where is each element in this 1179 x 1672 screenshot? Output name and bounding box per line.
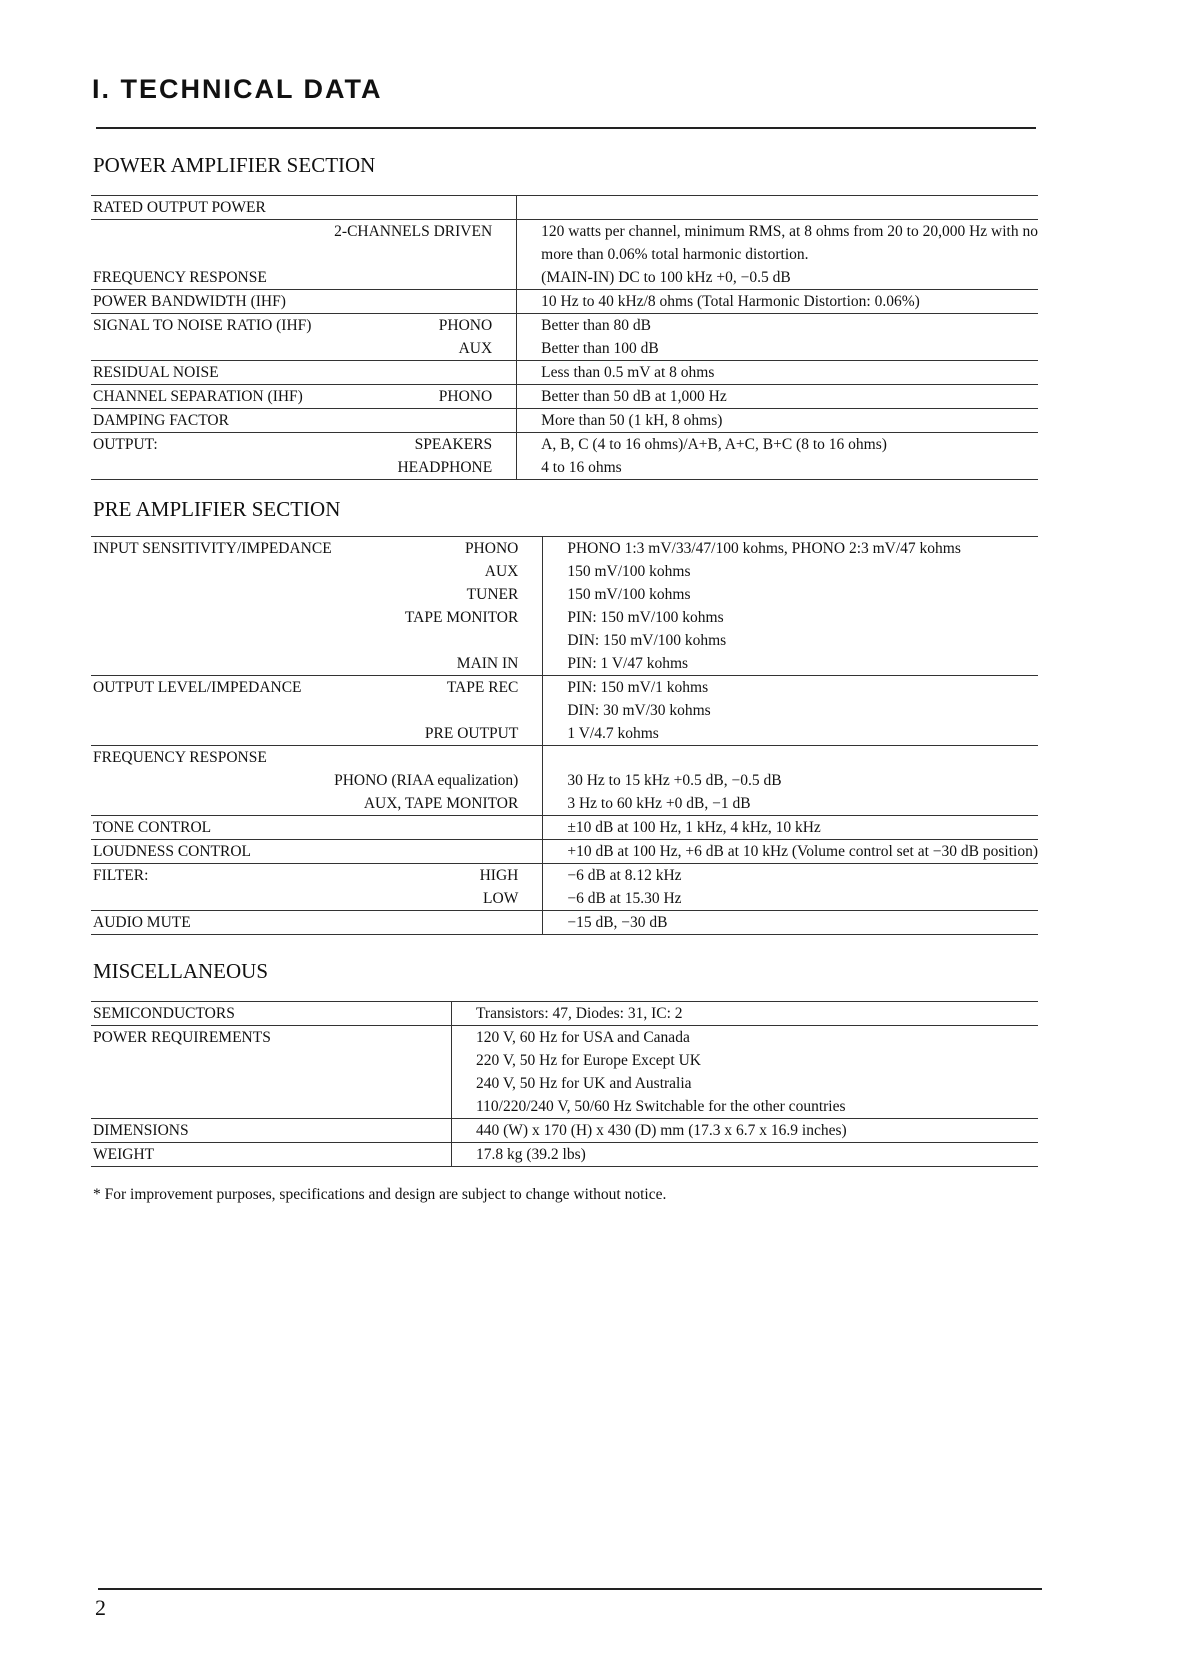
spec-sublabel <box>350 1095 452 1119</box>
spec-sublabel <box>334 911 543 935</box>
power-amplifier-spec-table <box>91 195 1038 480</box>
spec-label <box>91 1049 350 1072</box>
spec-row <box>91 699 1038 722</box>
spec-sublabel <box>334 266 517 290</box>
spec-sublabel: LOW <box>483 890 519 907</box>
spec-value <box>543 746 1038 770</box>
spec-label: FREQUENCY RESPONSE <box>93 269 267 286</box>
spec-label: FREQUENCY RESPONSE <box>91 746 334 770</box>
spec-row <box>91 864 1038 888</box>
spec-label <box>91 337 334 361</box>
spec-sublabel <box>334 629 543 652</box>
spec-value: (MAIN-IN) DC to 100 kHz +0, −0.5 dB <box>517 266 1038 290</box>
spec-label <box>91 560 334 583</box>
spec-row <box>91 409 1038 433</box>
spec-sublabel <box>350 1119 452 1143</box>
spec-sublabel: MAIN IN <box>456 655 519 672</box>
spec-value: Better than 100 dB <box>517 337 1038 361</box>
spec-sublabel: 2-CHANNELS DRIVEN <box>334 220 517 244</box>
spec-label: FILTER: <box>91 864 334 888</box>
spec-sublabel: AUX, TAPE MONITOR <box>363 795 519 812</box>
spec-value: PIN: 150 mV/100 kohms <box>543 606 1038 629</box>
spec-sublabel <box>334 290 517 314</box>
spec-label <box>91 583 334 606</box>
spec-value: Transistors: 47, Diodes: 31, IC: 2 <box>452 1002 1039 1026</box>
spec-sublabel: AUX <box>484 563 519 580</box>
spec-sublabel <box>350 1026 452 1050</box>
spec-row <box>91 537 1038 561</box>
spec-label: AUDIO MUTE <box>91 911 334 935</box>
spec-label: RATED OUTPUT POWER <box>91 196 334 220</box>
spec-sublabel: HIGH <box>334 864 543 888</box>
spec-value: 3 Hz to 60 kHz +0 dB, −1 dB <box>543 792 1038 816</box>
spec-label: OUTPUT: <box>91 433 334 457</box>
spec-label: OUTPUT LEVEL/IMPEDANCE <box>91 676 334 700</box>
spec-row <box>91 1002 1038 1026</box>
spec-label <box>91 887 334 911</box>
spec-row <box>91 337 1038 361</box>
spec-value: 1 V/4.7 kohms <box>543 722 1038 746</box>
spec-label: LOUDNESS CONTROL <box>91 840 334 864</box>
spec-value: 440 (W) x 170 (H) x 430 (D) mm (17.3 x 6.7 x 16.9 inches) <box>452 1119 1039 1143</box>
spec-value: Better than 50 dB at 1,000 Hz <box>517 385 1038 409</box>
title-divider <box>96 127 1036 129</box>
spec-row <box>91 840 1038 864</box>
spec-label: TONE CONTROL <box>91 816 334 840</box>
section-title-pre-amplifier: PRE AMPLIFIER SECTION <box>93 497 341 521</box>
spec-sublabel: PHONO <box>334 385 517 409</box>
spec-value: −6 dB at 8.12 kHz <box>543 864 1038 888</box>
spec-label: POWER REQUIREMENTS <box>91 1026 350 1050</box>
spec-label: DAMPING FACTOR <box>91 409 334 433</box>
spec-sublabel <box>334 196 517 220</box>
spec-row <box>91 1119 1038 1143</box>
spec-value: 110/220/240 V, 50/60 Hz Switchable for the other countries <box>452 1095 1039 1119</box>
spec-label <box>91 722 334 746</box>
spec-row <box>91 606 1038 629</box>
spec-sublabel <box>334 816 543 840</box>
spec-row <box>91 816 1038 840</box>
spec-value: 10 Hz to 40 kHz/8 ohms (Total Harmonic Distortion: 0.06%) <box>517 290 1038 314</box>
spec-sublabel: TAPE REC <box>334 676 543 700</box>
spec-sublabel <box>334 746 543 770</box>
spec-row <box>91 314 1038 338</box>
page-title: I. TECHNICAL DATA <box>92 74 383 104</box>
spec-value: −15 dB, −30 dB <box>543 911 1038 935</box>
spec-sublabel <box>334 409 517 433</box>
spec-label: INPUT SENSITIVITY/IMPEDANCE <box>91 537 334 561</box>
spec-sublabel: SPEAKERS <box>334 433 517 457</box>
spec-row <box>91 1143 1038 1167</box>
spec-row <box>91 1072 1038 1095</box>
spec-label: SEMICONDUCTORS <box>91 1002 350 1026</box>
spec-sublabel: PHONO (RIAA equalization) <box>334 772 519 789</box>
pre-amplifier-spec-table <box>91 536 1038 935</box>
spec-sublabel <box>350 1049 452 1072</box>
spec-label <box>91 699 334 722</box>
spec-row <box>91 652 1038 676</box>
spec-value: 30 Hz to 15 kHz +0.5 dB, −0.5 dB <box>543 769 1038 792</box>
spec-label <box>91 629 334 652</box>
spec-row <box>91 560 1038 583</box>
spec-sublabel: HEADPHONE <box>334 456 517 480</box>
section-title-miscellaneous: MISCELLANEOUS <box>93 959 269 983</box>
spec-sublabel: PHONO <box>334 314 517 338</box>
spec-sublabel <box>350 1002 452 1026</box>
spec-row <box>91 1095 1038 1119</box>
spec-value: Better than 80 dB <box>517 314 1038 338</box>
spec-value: PHONO 1:3 mV/33/47/100 kohms, PHONO 2:3 mV/47 kohms <box>543 537 1038 561</box>
spec-row <box>91 196 1038 220</box>
spec-value <box>517 196 1038 220</box>
footer-divider <box>98 1588 1042 1590</box>
spec-value: More than 50 (1 kH, 8 ohms) <box>517 409 1038 433</box>
spec-row <box>91 583 1038 606</box>
spec-value: 120 V, 60 Hz for USA and Canada <box>452 1026 1039 1050</box>
spec-value: DIN: 30 mV/30 kohms <box>543 699 1038 722</box>
spec-sublabel: PHONO <box>334 537 543 561</box>
spec-sublabel <box>350 1143 452 1167</box>
footnote: * For improvement purposes, specifications and design are subject to change without notice. <box>93 1186 667 1203</box>
spec-label: DIMENSIONS <box>91 1119 350 1143</box>
spec-sublabel <box>350 1072 452 1095</box>
spec-row <box>91 676 1038 700</box>
spec-label: SIGNAL TO NOISE RATIO (IHF) <box>91 314 334 338</box>
spec-sublabel <box>334 699 543 722</box>
spec-label <box>91 1072 350 1095</box>
spec-value: +10 dB at 100 Hz, +6 dB at 10 kHz (Volume control set at −30 dB position) <box>543 840 1038 864</box>
spec-sublabel: TUNER <box>466 586 519 603</box>
spec-label: WEIGHT <box>91 1143 350 1167</box>
spec-label <box>91 243 334 266</box>
spec-row <box>91 722 1038 746</box>
spec-sublabel: PRE OUTPUT <box>424 725 519 742</box>
spec-value: A, B, C (4 to 16 ohms)/A+B, A+C, B+C (8 to 16 ohms) <box>517 433 1038 457</box>
spec-label <box>91 456 334 480</box>
spec-value: 220 V, 50 Hz for Europe Except UK <box>452 1049 1039 1072</box>
spec-sublabel: AUX <box>458 340 493 357</box>
spec-label: POWER BANDWIDTH (IHF) <box>91 290 334 314</box>
spec-row <box>91 361 1038 385</box>
spec-value: PIN: 1 V/47 kohms <box>543 652 1038 676</box>
spec-row <box>91 1026 1038 1050</box>
miscellaneous-spec-table <box>91 1001 1038 1167</box>
spec-value: Less than 0.5 mV at 8 ohms <box>517 361 1038 385</box>
spec-label: RESIDUAL NOISE <box>91 361 334 385</box>
spec-label <box>91 1095 350 1119</box>
page-number: 2 <box>95 1595 106 1620</box>
spec-label <box>91 792 334 816</box>
spec-row <box>91 887 1038 911</box>
spec-label <box>91 652 334 676</box>
spec-row <box>91 220 1038 244</box>
spec-sublabel <box>334 840 543 864</box>
spec-value: DIN: 150 mV/100 kohms <box>543 629 1038 652</box>
spec-value: ±10 dB at 100 Hz, 1 kHz, 4 kHz, 10 kHz <box>543 816 1038 840</box>
spec-label <box>91 769 334 792</box>
spec-row <box>91 290 1038 314</box>
spec-value: more than 0.06% total harmonic distortion. <box>517 243 1038 266</box>
spec-label: CHANNEL SEPARATION (IHF) <box>91 385 334 409</box>
spec-sublabel <box>334 243 517 266</box>
spec-value: PIN: 150 mV/1 kohms <box>543 676 1038 700</box>
spec-value: 240 V, 50 Hz for UK and Australia <box>452 1072 1039 1095</box>
spec-value: 17.8 kg (39.2 lbs) <box>452 1143 1039 1167</box>
spec-row <box>91 385 1038 409</box>
spec-row <box>91 433 1038 457</box>
spec-row <box>91 1049 1038 1072</box>
spec-row <box>91 769 1038 792</box>
spec-row <box>91 456 1038 480</box>
spec-sublabel: TAPE MONITOR <box>404 609 519 626</box>
spec-label <box>91 220 334 244</box>
spec-value: 4 to 16 ohms <box>517 456 1038 480</box>
spec-row <box>91 911 1038 935</box>
spec-row <box>91 792 1038 816</box>
spec-value: 150 mV/100 kohms <box>543 560 1038 583</box>
spec-label <box>91 606 334 629</box>
spec-sublabel <box>334 361 517 385</box>
spec-value: 120 watts per channel, minimum RMS, at 8 ohms from 20 to 20,000 Hz with no <box>517 220 1038 244</box>
spec-row <box>91 266 1038 290</box>
spec-value: 150 mV/100 kohms <box>543 583 1038 606</box>
spec-row <box>91 243 1038 266</box>
spec-row <box>91 629 1038 652</box>
spec-row <box>91 746 1038 770</box>
section-title-power-amplifier: POWER AMPLIFIER SECTION <box>93 153 376 177</box>
spec-value: −6 dB at 15.30 Hz <box>543 887 1038 911</box>
